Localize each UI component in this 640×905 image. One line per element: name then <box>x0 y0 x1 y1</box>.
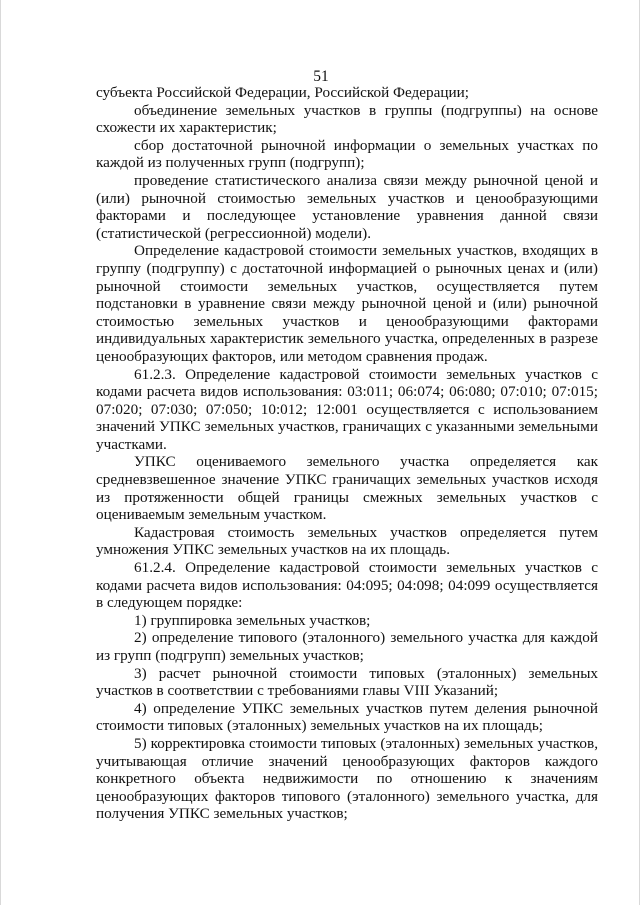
list-item: 4) определение УПКС земельных участков путем деления рыночной стоимости типовых (эталонных) земельных участков на их площадь; <box>96 699 598 735</box>
paragraph: Кадастровая стоимость земельных участков определяется путем умножения УПКС земельных участков на их площадь. <box>96 523 598 559</box>
paragraph: субъекта Российской Федерации, Российской Федерации; <box>96 84 469 101</box>
paragraph: Определение кадастровой стоимости земельных участков, входящих в группу (подгруппу) с достаточной информацией о рыночных ценах и (или) рыночной стоимости земельных участков, осуществляется путем подстановки в уравнение связи между рыночной ценой и (или) рыночной стоимостью земельных участков и ценообразующими факторами индивидуальных характеристик земельного участка, определенных в разрезе ценообразующих факторов, или методом сравнения продаж. <box>96 242 598 365</box>
paragraph: сбор достаточной рыночной информации о земельных участках по каждой из полученных групп (подгрупп); <box>96 136 598 172</box>
paragraph: УПКС оцениваемого земельного участка определяется как средневзвешенное значение УПКС граничащих земельных участков исходя из протяженности общей границы смежных земельных участков с оцениваемым земельным участком. <box>96 453 598 524</box>
paragraph: проведение статистического анализа связи между рыночной ценой и (или) рыночной стоимостью земельных участков и ценообразующими факторами и последующее установление уравнения данной связи (статистической (регрессионной) модели). <box>96 171 598 242</box>
list-item: 3) расчет рыночной стоимости типовых (эталонных) земельных участков в соответствии с требованиями главы VIII Указаний; <box>96 664 598 700</box>
paragraph: объединение земельных участков в группы (подгруппы) на основе схожести их характеристик; <box>96 101 598 137</box>
list-item: 2) определение типового (эталонного) земельного участка для каждой из групп (подгрупп) земельных участков; <box>96 629 598 664</box>
list-item: 5) корректировка стоимости типовых (эталонных) земельных участков, учитывающая отличие значений ценообразующих факторов каждого конкретного объекта недвижимости по отношению к значениям ценообразующих факторов типового (эталонного) земельного участка, для получения УПКС земельных участков; <box>96 734 598 823</box>
page-number: 51 <box>313 68 329 85</box>
paragraph: 61.2.4. Определение кадастровой стоимости земельных участков с кодами расчета видов использования: 04:095; 04:098; 04:099 осуществляется в следующем порядке: <box>96 559 598 612</box>
list-item: 1) группировка земельных участков; <box>134 611 371 629</box>
document-body <box>96 84 598 823</box>
paragraph: 61.2.3. Определение кадастровой стоимости земельных участков с кодами расчета видов использования: 03:011; 06:074; 06:080; 07:010; 07:015; 07:020; 07:030; 07:050; 10:012; 12:001 осуществляется с использованием значений УПКС земельных участков, граничащих с указанными земельными участками. <box>96 365 598 453</box>
